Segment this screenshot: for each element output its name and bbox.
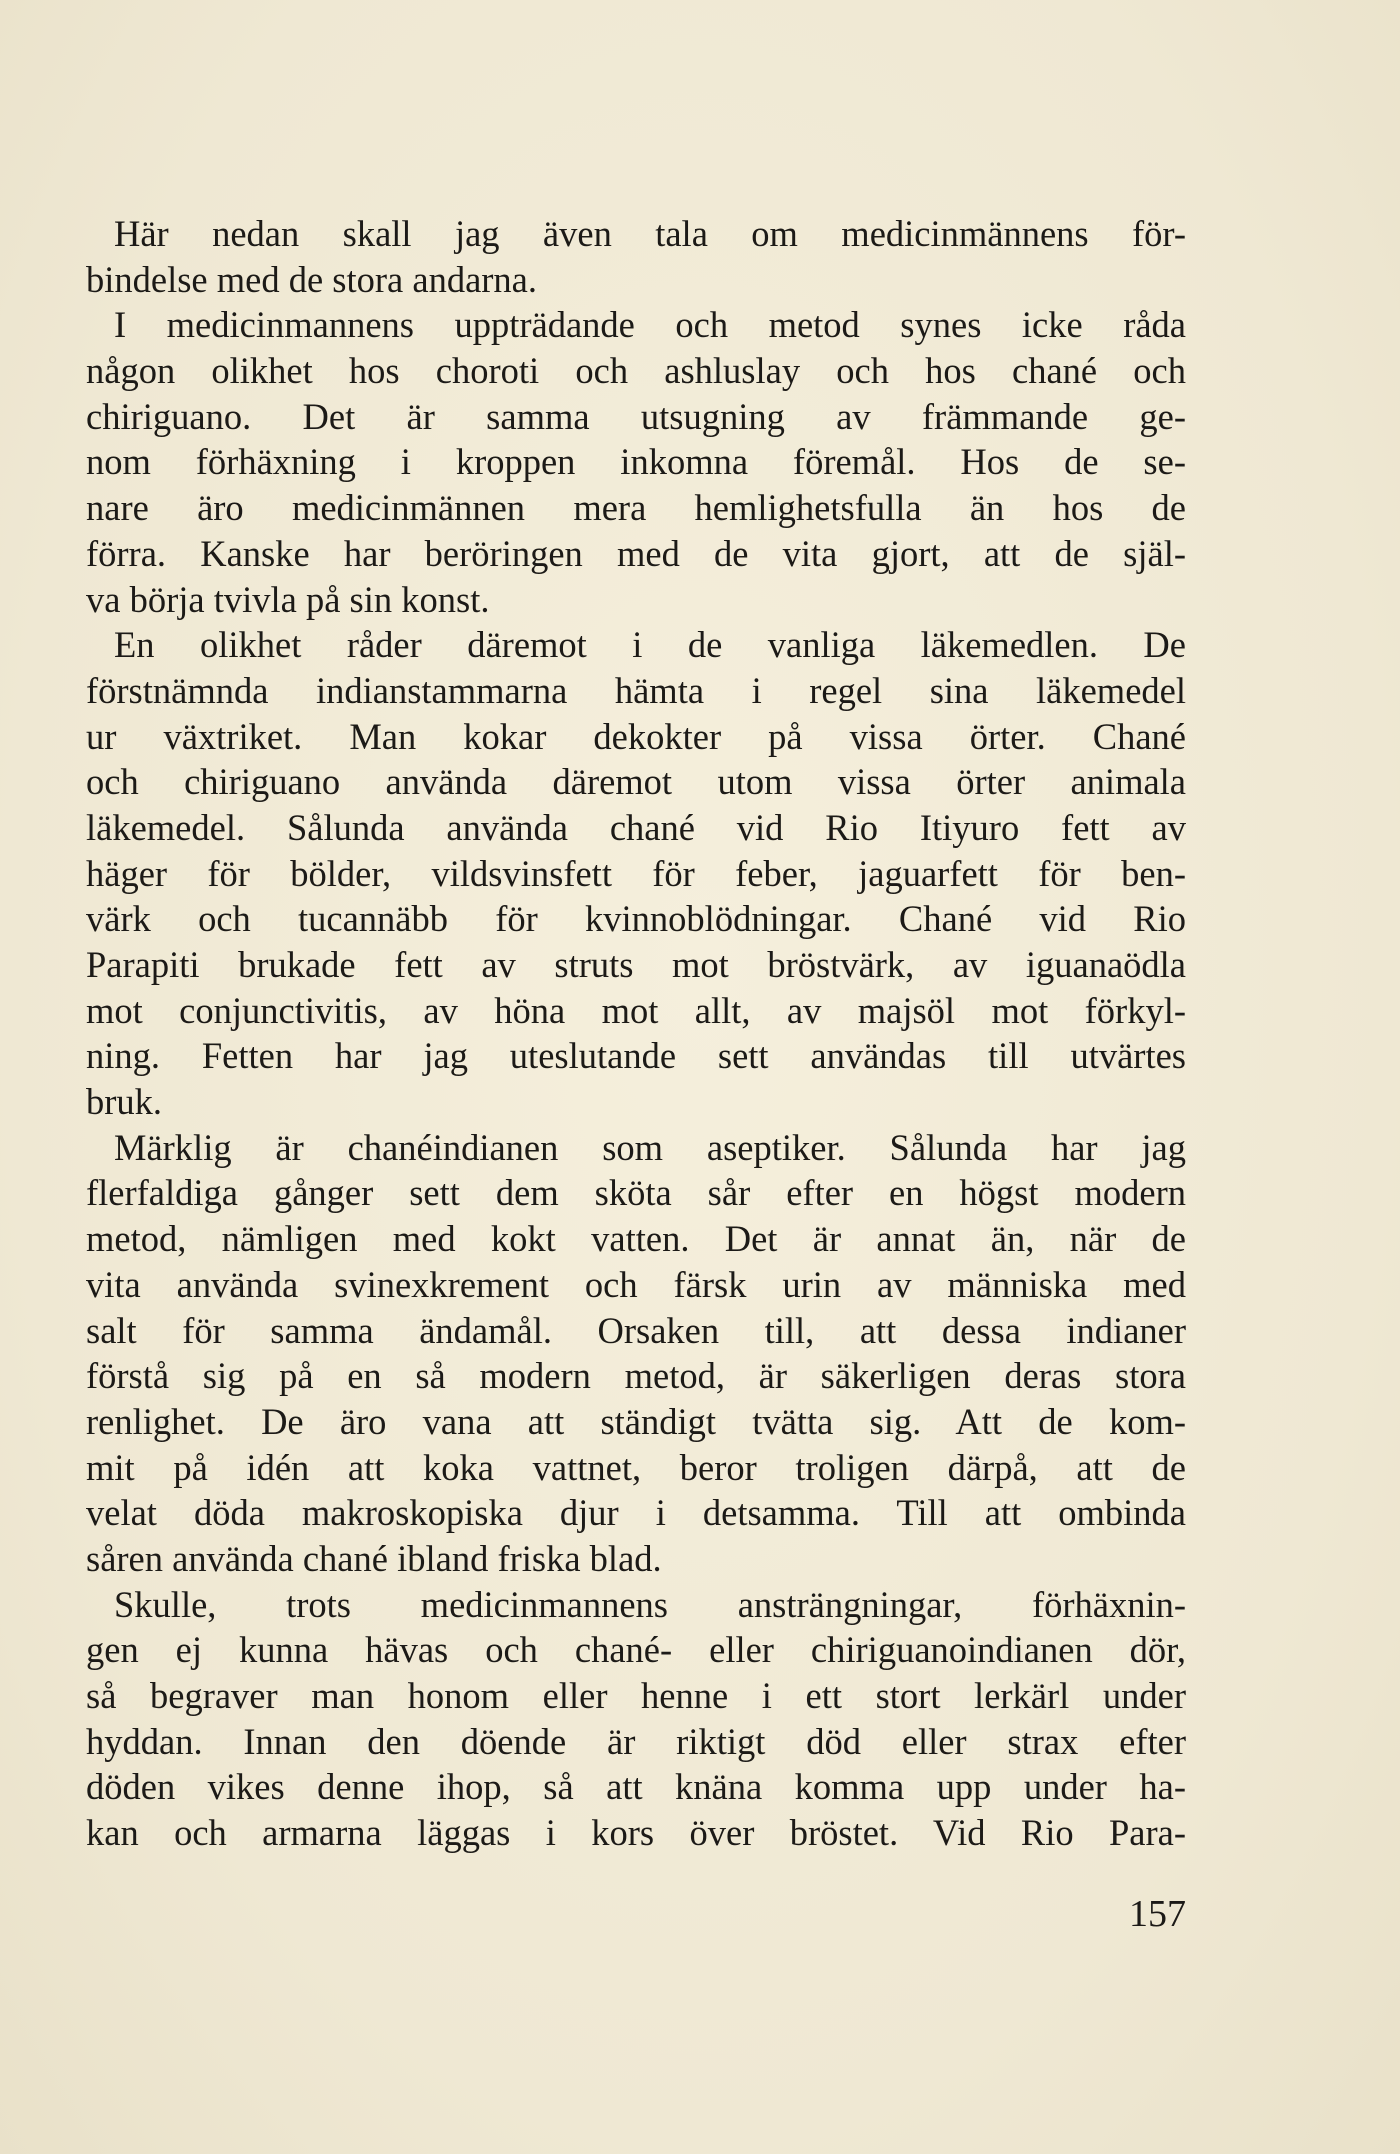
text-line: mit på idén att koka vattnet, beror troligen därpå, att de [86, 1446, 1186, 1488]
text-line: förstnämnda indianstammarna hämta i regel sina läkemedel [86, 669, 1186, 711]
text-line: vita använda svinexkrement och färsk urin av människa med [86, 1263, 1186, 1305]
text-line: döden vikes denne ihop, så att knäna komma upp under ha- [86, 1766, 1186, 1808]
text-line: mot conjunctivitis, av höna mot allt, av majsöl mot förkyl- [86, 989, 1186, 1031]
page-number: 157 [1129, 1893, 1186, 1935]
text-line: bindelse med de stora andarna. [86, 258, 538, 300]
text-line: salt för samma ändamål. Orsaken till, att dessa indianer [86, 1309, 1186, 1351]
text-line: va börja tvivla på sin konst. [86, 578, 490, 620]
text-line: Här nedan skall jag även tala om medicinmännens för- [114, 213, 1186, 254]
text-line: Skulle, trots medicinmannens ansträngningar, förhäxnin- [114, 1583, 1186, 1625]
text-line: så begraver man honom eller henne i ett stort lerkärl under [86, 1675, 1186, 1716]
text-line: I medicinmannens uppträdande och metod synes icke råda [114, 304, 1186, 346]
text-line: hyddan. Innan den döende är riktigt död eller strax efter [86, 1720, 1186, 1762]
text-line: förstå sig på en så modern metod, är säkerligen deras stora [86, 1355, 1186, 1397]
text-line: någon olikhet hos choroti och ashluslay och hos chané och [86, 350, 1186, 392]
text-line: nare äro medicinmännen mera hemlighetsfulla än hos de [86, 487, 1186, 529]
text-line: nom förhäxning i kroppen inkomna föremål. Hos de se- [86, 441, 1186, 483]
text-line: och chiriguano använda däremot utom vissa örter animala [86, 761, 1186, 803]
text-line: metod, nämligen med kokt vatten. Det är annat än, när de [86, 1218, 1186, 1260]
text-line: gen ej kunna hävas och chané- eller chiriguanoindianen dör, [86, 1629, 1186, 1671]
text-line: En olikhet råder däremot i de vanliga läkemedlen. De [114, 624, 1186, 666]
text-line: värk och tucannäbb för kvinnoblödningar. Chané vid Rio [86, 898, 1186, 940]
text-line: läkemedel. Sålunda använda chané vid Rio Itiyuro fett av [86, 806, 1186, 848]
text-line: såren använda chané ibland friska blad. [86, 1537, 662, 1579]
text-line: häger för bölder, vildsvinsfett för feber, jaguarfett för ben- [86, 852, 1186, 894]
body-text [86, 211, 1186, 1856]
text-line: chiriguano. Det är samma utsugning av främmande ge- [86, 395, 1186, 437]
text-line: förra. Kanske har beröringen med de vita gjort, att de själ- [86, 532, 1186, 574]
text-line: ning. Fetten har jag uteslutande sett användas till utvärtes [86, 1035, 1186, 1077]
text-line: renlighet. De äro vana att ständigt tvätta sig. Att de kom- [86, 1400, 1186, 1442]
text-line: Parapiti brukade fett av struts mot bröstvärk, av iguanaödla [86, 944, 1186, 985]
text-line: velat döda makroskopiska djur i detsamma. Till att ombinda [86, 1492, 1186, 1534]
text-line: Märklig är chanéindianen som aseptiker. Sålunda har jag [114, 1126, 1186, 1168]
text-line: ur växtriket. Man kokar dekokter på vissa örter. Chané [86, 715, 1186, 757]
text-line: bruk. [86, 1081, 163, 1123]
text-line: kan och armarna läggas i kors över bröstet. Vid Rio Para- [86, 1812, 1186, 1854]
text-line: flerfaldiga gånger sett dem sköta sår efter en högst modern [86, 1172, 1186, 1214]
